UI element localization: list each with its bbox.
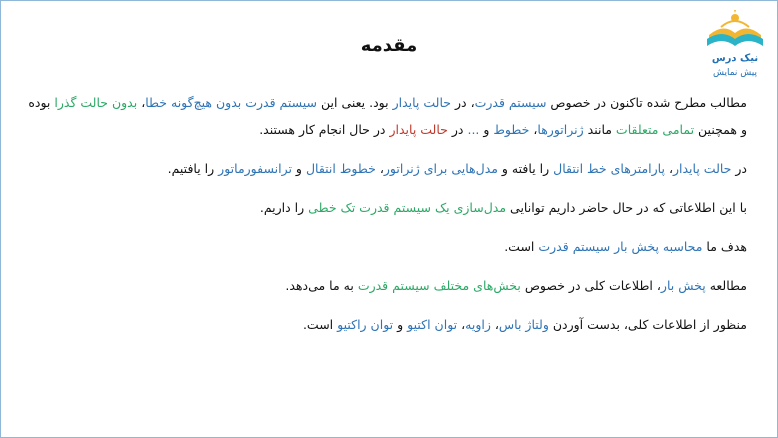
text: بوده و همچنین <box>28 95 747 137</box>
text: ، <box>137 95 146 110</box>
highlight-load-flow: محاسبه پخش بار سیستم قدرت <box>538 239 703 254</box>
highlight-faultless: سیستم قدرت بدون هیچ‌گونه خطا <box>145 95 318 110</box>
paragraph-6 <box>27 311 747 338</box>
paragraph-2 <box>27 155 747 182</box>
text: ، اطلاعات کلی در خصوص <box>520 278 661 293</box>
highlight-generators: ژنراتورها <box>537 122 584 137</box>
highlight-transformer: ترانسفورماتور <box>218 161 292 176</box>
text: ، <box>529 122 538 137</box>
text: مانند <box>583 122 616 137</box>
text: منظور از اطلاعات کلی، بدست آوردن <box>548 317 747 332</box>
slide-content <box>27 89 747 350</box>
text: در حال انجام کار هستند. <box>259 122 390 137</box>
text: است. <box>504 239 539 254</box>
highlight-steady-state: حالت پایدار <box>672 161 732 176</box>
highlight-angle: زاویه <box>465 317 491 332</box>
text: مطالعه <box>705 278 747 293</box>
page-title: مقدمه <box>360 35 418 56</box>
text: ، <box>664 161 673 176</box>
highlight-line-params: پارامترهای خط انتقال <box>553 161 665 176</box>
highlight-single-line-model: مدل‌سازی یک سیستم قدرت تک خطی <box>308 200 507 215</box>
highlight-transmission-lines: خطوط انتقال <box>305 161 376 176</box>
logo-subtitle: پیش نمایش <box>713 68 757 78</box>
highlight-power-system: سیستم قدرت <box>474 95 547 110</box>
highlight-no-transient: بدون حالت گذرا <box>54 95 138 110</box>
text: و <box>393 317 408 332</box>
highlight-bus-voltage: ولتاژ باس <box>498 317 549 332</box>
highlight-active-power: توان اکتیو <box>407 317 458 332</box>
text: ، <box>490 317 499 332</box>
paragraph-4 <box>27 233 747 260</box>
text: با این اطلاعاتی که در حال حاضر داریم توانایی <box>506 200 747 215</box>
logo-brand-name: نیک درس <box>711 53 759 64</box>
highlight-steady-state-red: حالت پایدار <box>389 122 448 137</box>
text: و <box>291 161 306 176</box>
text: را یافته و <box>497 161 554 176</box>
text: ، <box>375 161 384 176</box>
text: بود. یعنی این <box>317 95 393 110</box>
highlight-load-flow-short: پخش بار <box>660 278 706 293</box>
highlight-accessories: تمامی متعلقات <box>615 122 695 137</box>
text: ، <box>457 317 466 332</box>
text: ، در <box>451 95 475 110</box>
highlight-generator-models: مدل‌هایی برای ژنراتور <box>383 161 498 176</box>
paragraph-1 <box>27 89 747 143</box>
highlight-reactive-power: توان راکتیو <box>337 317 394 332</box>
text: را یافتیم. <box>167 161 219 176</box>
highlight-etc: ... <box>467 122 480 137</box>
highlight-system-parts: بخش‌های مختلف سیستم قدرت <box>357 278 521 293</box>
text: به ما می‌دهد. <box>285 278 358 293</box>
text: در <box>447 122 468 137</box>
text: و <box>479 122 494 137</box>
text: در <box>731 161 747 176</box>
highlight-steady-state: حالت پایدار <box>392 95 452 110</box>
text: مطالب مطرح شده تاکنون در خصوص <box>546 95 747 110</box>
text: است. <box>302 317 338 332</box>
paragraph-5 <box>27 272 747 299</box>
text: را داریم. <box>259 200 309 215</box>
text: هدف ما <box>702 239 747 254</box>
paragraph-3 <box>27 194 747 221</box>
highlight-lines: خطوط <box>493 122 530 137</box>
